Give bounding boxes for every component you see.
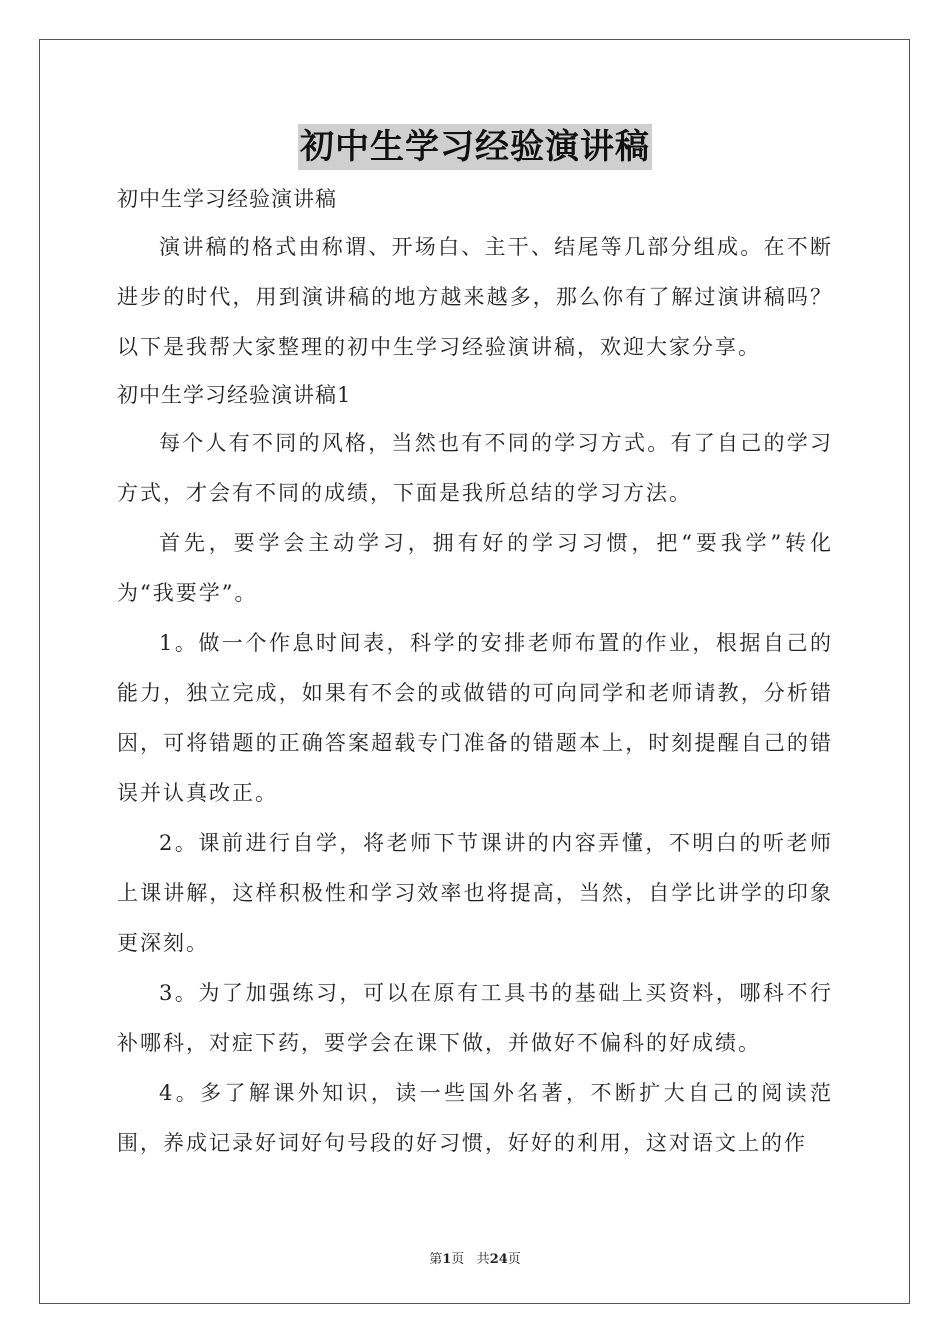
body-paragraph: 4。多了解课外知识，读一些国外名著，不断扩大自己的阅读范围，养成记录好词好句号段的好习惯，好好的利用，这对语文上的作: [117, 1081, 833, 1155]
page-number: 1: [442, 1252, 452, 1267]
footer-total-prefix: 共: [476, 1252, 490, 1267]
footer-prefix: 第: [429, 1252, 443, 1267]
document-body: [117, 178, 833, 1168]
body-paragraph: 每个人有不同的风格，当然也有不同的学习方式。有了自己的学习方式，才会有不同的成绩，下面是我所总结的学习方法。: [117, 431, 833, 505]
total-pages: 24: [489, 1252, 508, 1267]
document-title: 初中生学习经验演讲稿: [298, 124, 652, 170]
footer-page-suffix: 页: [451, 1252, 465, 1267]
document-subtitle: 初中生学习经验演讲稿: [117, 187, 337, 211]
body-paragraph: 首先，要学会主动学习，拥有好的学习习惯，把“要我学”转化为“我要学”。: [117, 531, 833, 605]
title-area: [0, 124, 950, 170]
body-paragraph: 2。课前进行自学，将老师下节课讲的内容弄懂，不明白的听老师上课讲解，这样积极性和学习效率也将提高，当然，自学比讲学的印象更深刻。: [117, 831, 833, 955]
intro-paragraph: 演讲稿的格式由称谓、开场白、主干、结尾等几部分组成。在不断进步的时代，用到演讲稿的地方越来越多，那么你有了解过演讲稿吗？以下是我帮大家整理的初中生学习经验演讲稿，欢迎大家分享。: [117, 235, 833, 359]
body-paragraph: 3。为了加强练习，可以在原有工具书的基础上买资料，哪科不行补哪科，对症下药，要学会在课下做，并做好不偏科的好成绩。: [117, 981, 833, 1055]
section-heading: 初中生学习经验演讲稿1: [117, 383, 352, 407]
body-paragraph: 1。做一个作息时间表，科学的安排老师布置的作业，根据自己的能力，独立完成，如果有不会的或做错的可向同学和老师请教，分析错因，可将错题的正确答案超载专门准备的错题本上，时刻提醒自己的错误并认真改正。: [117, 631, 833, 805]
page-footer: [0, 1248, 950, 1267]
footer-total-suffix: 页: [507, 1252, 521, 1267]
